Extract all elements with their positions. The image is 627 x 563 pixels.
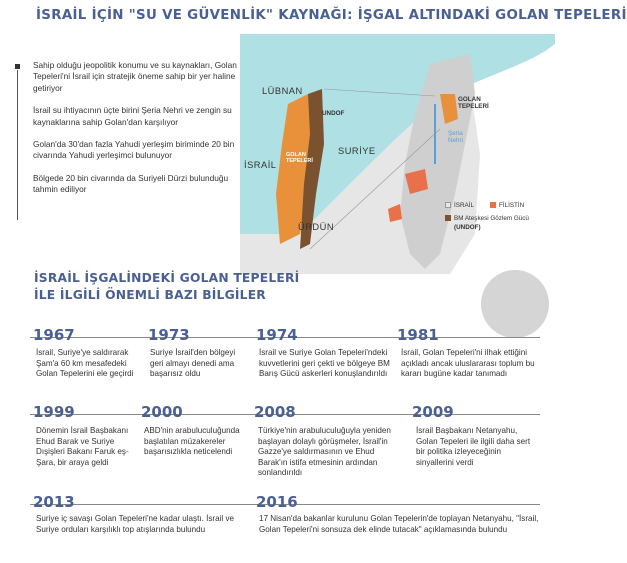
timeline-year: 1967 [33, 326, 75, 344]
legend-text: FİLİSTİN [499, 202, 525, 209]
legend-israel [445, 202, 474, 209]
lebanon-label: LÜBNAN [262, 86, 303, 96]
bullet-item [12, 60, 250, 94]
bullet-marker [15, 64, 20, 69]
timeline-text: Suriye iç savaşı Golan Tepeleri'ne kadar ulaştı. İsrail ve Suriye orduları karşılıklı top atışlarında bulundu [36, 514, 234, 534]
page-title: İSRAİL İÇİN "SU VE GÜVENLİK" KAYNAĞI: İŞGAL ALTINDAKİ GOLAN TEPELERİ [36, 8, 627, 23]
bullet-item [12, 173, 250, 196]
timeline-year: 1974 [256, 326, 298, 344]
timeline-year: 2016 [256, 493, 298, 511]
legend-swatch [445, 202, 451, 208]
legend-undof-abbr: (UNDOF) [454, 224, 481, 231]
timeline-text: 17 Nisan'da bakanlar kurulunu Golan Tepelerin'de toplayan Netanyahu, "İsrail, Golan Tepeleri'ni sonsuza dek elinde tutacak" açıklamasında bulundu [259, 514, 539, 534]
section-title [34, 270, 299, 304]
bullet-list [12, 60, 250, 207]
timeline-year: 1981 [397, 326, 439, 344]
timeline-text: ABD'nin arabuluculuğunda başlatılan müzakereler başarısızlıkla neticelendi [144, 426, 240, 457]
legend-undof [445, 215, 529, 222]
bullet-text: İsrail su ihtiyacının üçte birini Şeria Nehri ve zengin su kaynaklarına sahip Golan'dan karşılıyor [33, 105, 232, 127]
map [240, 34, 555, 274]
legend-text: BM Ateşkesi Gözlem Gücü [454, 215, 529, 222]
timeline-year: 2013 [33, 493, 75, 511]
timeline-text: Türkiye'nin arabuluculuğuyla yeniden başlayan dolaylı görüşmeler, İsrail'in Gazze'ye saldırmasının ve Ehud Barak'ın istifa etmesinin ardından sonlandırıldı [258, 426, 391, 478]
timeline-year: 2008 [254, 403, 296, 421]
legend-swatch [490, 202, 496, 208]
bullet-text: Golan'da 30'dan fazla Yahudi yerleşim biriminde 20 bin civarında Yahudi yerleşimci bulunuyor [33, 139, 235, 161]
timeline-text: Dönemin İsrail Başbakanı Ehud Barak ve Suriye Dışişleri Bakanı Faruk eş-Şara, bir araya geldi [36, 426, 129, 467]
timeline-text: Suriye İsrail'den bölgeyi geri almayı denedi ama başarısız oldu [150, 348, 236, 379]
legend-swatch [445, 215, 451, 221]
undof-label: UNDOF [322, 110, 345, 117]
timeline-year: 2009 [412, 403, 454, 421]
title-bar [0, 0, 627, 34]
globe [481, 270, 549, 338]
bullet-text: Sahip olduğu jeopolitik konumu ve su kaynakları, Golan Tepeleri'ni İsrail için stratejik öneme sahip bir yer haline getiriyor [33, 60, 237, 93]
timeline-text: İsrail ve Suriye Golan Tepeleri'ndeki kuvvetlerini geri çekti ve bölgeye BM Barış Gücü askerleri konuşlandırıldı [259, 348, 390, 379]
bullet-item [12, 139, 250, 162]
timeline-year: 1973 [148, 326, 190, 344]
israel-label: İSRAİL [244, 160, 277, 170]
golan-label: GOLAN TEPELERİ [286, 152, 313, 164]
timeline-text: İsrail, Golan Tepeleri'ni ilhak ettiğini açıkladı ancak uluslararası toplum bu kararı bugüne kadar tanımadı [401, 348, 535, 379]
inset-golan-label: GOLAN TEPELERİ [458, 96, 489, 110]
timeline-year: 2000 [141, 403, 183, 421]
legend-text: İSRAİL [454, 202, 474, 209]
timeline-text: İsrail Başbakanı Netanyahu, Golan Tepeleri ile ilgili daha sert bir politika izleyeceğinin sinyallerini verdi [416, 426, 531, 467]
section-title-line-2: İLE İLGİLİ ÖNEMLİ BAZI BİLGİLER [34, 288, 266, 302]
bullet-text: Bölgede 20 bin civarında da Suriyeli Dürzi bulunduğu tahmin ediliyor [33, 172, 229, 195]
timeline-year: 1999 [33, 403, 75, 421]
river-label: Şeria Nehri [448, 130, 464, 144]
jordan-label: ÜRDÜN [298, 222, 335, 232]
legend-palestine [490, 202, 524, 209]
syria-label: SURİYE [338, 146, 376, 156]
bullet-item [12, 105, 250, 128]
timeline-text: İsrail, Suriye'ye saldırarak Şam'a 60 km mesafedeki Golan Tepelerini ele geçirdi [36, 348, 134, 379]
section-title-line-1: İSRAİL İŞGALİNDEKİ GOLAN TEPELERİ [34, 271, 300, 285]
